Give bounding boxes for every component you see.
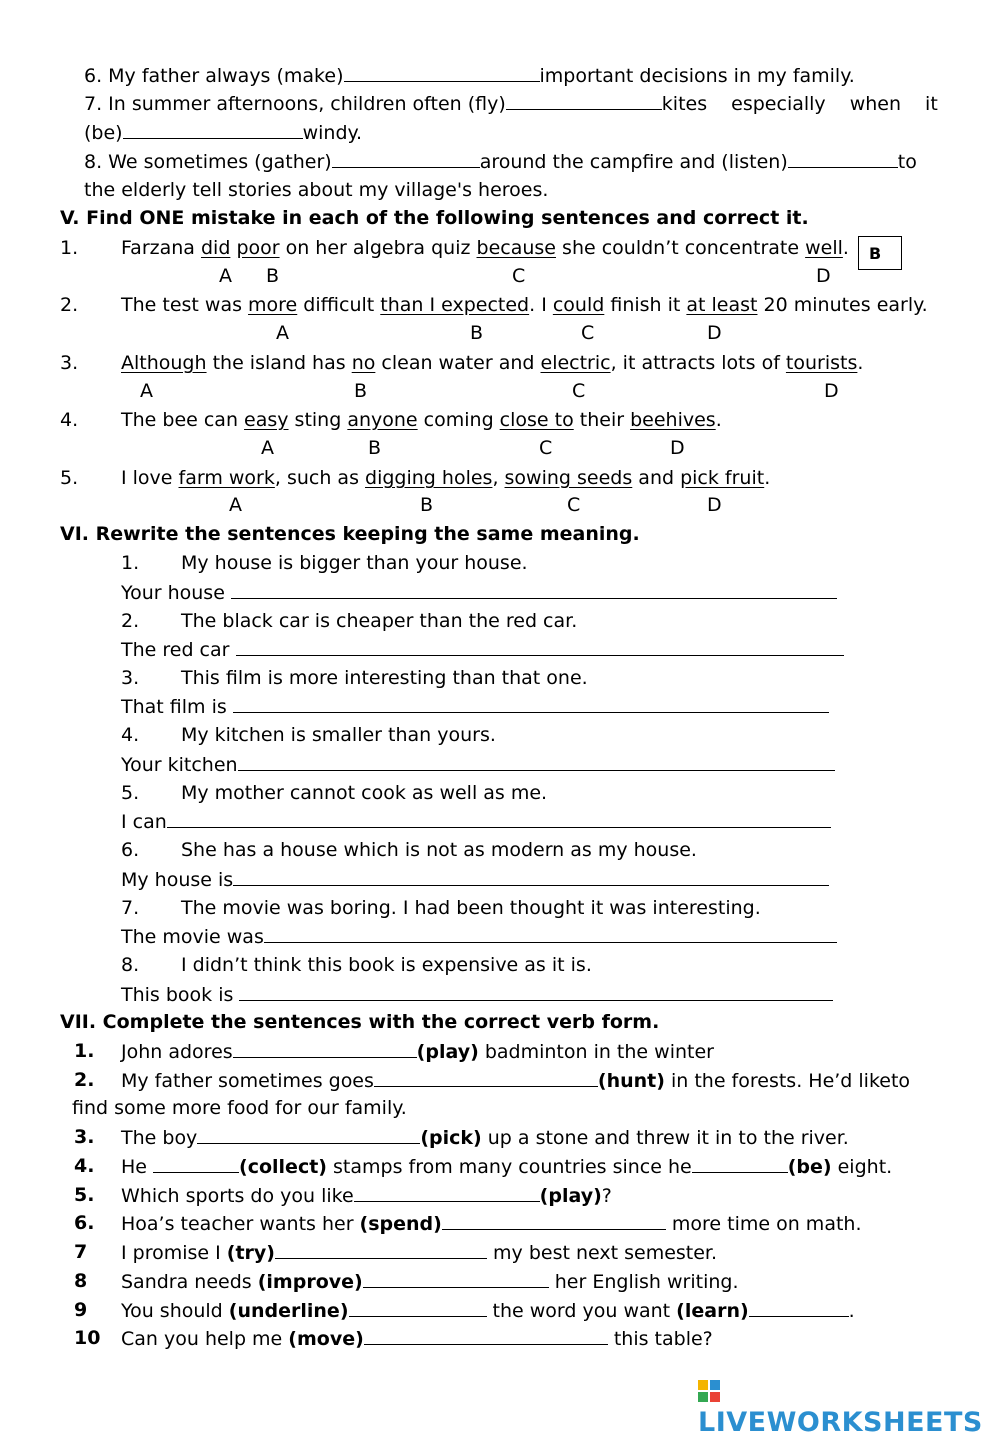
mistake-sentence-3: Although the island has no clean water and electric, it attracts lots of tourists.: [121, 352, 864, 374]
q4-8: 8. We sometimes (gather) around the campfire and (listen) to: [84, 151, 917, 173]
option-letter-a: A: [261, 437, 274, 459]
item-number: 5.: [60, 467, 79, 489]
rewrite-answer-5: I can: [121, 809, 831, 834]
verb-item-2: My father sometimes goes (hunt) in the forests. He’d liketo: [121, 1070, 911, 1092]
item-number: 1.: [121, 552, 140, 574]
answer-blank[interactable]: [238, 752, 835, 771]
answer-blank[interactable]: [788, 149, 898, 168]
q4-7: 7. In summer afternoons, children often (fly) kites especially when it: [84, 93, 938, 115]
verb-item-8: Sandra needs (improve) her English writing.: [121, 1271, 739, 1293]
answer-blank[interactable]: [332, 149, 480, 168]
item-number: 10: [74, 1327, 101, 1349]
item-number: 9: [74, 1299, 88, 1321]
verb-item-9: You should (underline) the word you want (learn) .: [121, 1300, 855, 1322]
verb-item-7: I promise I (try) my best next semester.: [121, 1242, 718, 1264]
answer-blank[interactable]: [506, 91, 662, 110]
option-letter-c: C: [567, 494, 581, 516]
item-number: 8: [74, 1270, 88, 1292]
answer-blank[interactable]: [233, 1039, 417, 1058]
option-letter-c: C: [581, 322, 595, 344]
verb-item-10: Can you help me (move) this table?: [121, 1328, 713, 1350]
verb-item-4: He (collect) stamps from many countries since he (be) eight.: [121, 1156, 893, 1178]
option-letter-b: B: [470, 322, 484, 344]
answer-blank[interactable]: [442, 1211, 666, 1230]
answer-blank[interactable]: [692, 1154, 788, 1173]
mistake-sentence-1: Farzana did poor on her algebra quiz because she couldn’t concentrate well.: [121, 237, 849, 259]
answer-blank[interactable]: [233, 867, 829, 886]
rewrite-sentence-6: She has a house which is not as modern as my house.: [181, 839, 697, 861]
item-number: 3.: [60, 352, 79, 374]
rewrite-answer-2: The red car: [121, 637, 844, 662]
q4-7-line2: (be) windy.: [84, 122, 363, 144]
rewrite-answer-4: Your kitchen: [121, 752, 835, 777]
answer-blank[interactable]: [167, 809, 831, 828]
option-letter-a: A: [229, 494, 242, 516]
rewrite-answer-8: This book is: [121, 982, 833, 1007]
item-number: 5.: [74, 1184, 95, 1206]
answer-blank[interactable]: [123, 120, 303, 139]
answer-blank[interactable]: [239, 982, 833, 1001]
option-letter-a: A: [140, 380, 153, 402]
item-number: 2.: [60, 294, 79, 316]
item-number: 4.: [60, 409, 79, 431]
verb-item-3: The boy (pick) up a stone and threw it in to the river.: [121, 1127, 849, 1149]
answer-blank[interactable]: [233, 694, 829, 713]
answer-blank[interactable]: [344, 63, 540, 82]
section-heading-vii: VII. Complete the sentences with the correct verb form.: [60, 1011, 660, 1033]
verb-item-5: Which sports do you like (play)?: [121, 1185, 612, 1207]
rewrite-sentence-5: My mother cannot cook as well as me.: [181, 782, 548, 804]
section-heading-vi: VI. Rewrite the sentences keeping the same meaning.: [60, 523, 640, 545]
verb-item-1: John adores (play) badminton in the winter: [121, 1041, 714, 1063]
option-letter-c: C: [572, 380, 586, 402]
answer-blank[interactable]: [197, 1125, 420, 1144]
liveworksheets-logo: LIVEWORKSHEETS: [698, 1376, 1000, 1438]
option-letter-d: D: [816, 265, 831, 287]
item-number: 2.: [121, 610, 140, 632]
item-number: 4.: [121, 724, 140, 746]
rewrite-sentence-4: My kitchen is smaller than yours.: [181, 724, 496, 746]
option-letter-b: B: [266, 265, 280, 287]
answer-blank[interactable]: [264, 924, 837, 943]
section-heading-v: V. Find ONE mistake in each of the following sentences and correct it.: [60, 207, 809, 229]
liveworksheets-icon: [698, 1380, 720, 1402]
item-number: 7.: [121, 897, 140, 919]
q4-8-line2: the elderly tell stories about my village's heroes.: [84, 179, 549, 201]
rewrite-sentence-8: I didn’t think this book is expensive as it is.: [181, 954, 592, 976]
mistake-sentence-2: The test was more difficult than I expected. I could finish it at least 20 minutes early.: [121, 294, 928, 316]
option-letter-c: C: [512, 265, 526, 287]
option-letter-b: B: [354, 380, 368, 402]
mistake-sentence-4: The bee can easy sting anyone coming close to their beehives.: [121, 409, 722, 431]
mistake-sentence-5: I love farm work, such as digging holes, sowing seeds and pick fruit.: [121, 467, 771, 489]
item-number: 7: [74, 1241, 88, 1263]
option-letter-d: D: [670, 437, 685, 459]
option-letter-d: D: [824, 380, 839, 402]
rewrite-answer-3: That film is: [121, 694, 829, 719]
option-letter-d: D: [707, 322, 722, 344]
answer-blank[interactable]: [364, 1326, 608, 1345]
option-letter-b: B: [420, 494, 434, 516]
verb-item-2-line2: find some more food for our family.: [72, 1097, 407, 1119]
item-number: 3.: [121, 667, 140, 689]
rewrite-answer-7: The movie was: [121, 924, 837, 949]
answer-blank[interactable]: [749, 1298, 849, 1317]
rewrite-answer-1: Your house: [121, 580, 837, 605]
item-number: 8.: [121, 954, 140, 976]
item-number: 4.: [74, 1155, 95, 1177]
item-number: 5.: [121, 782, 140, 804]
rewrite-sentence-2: The black car is cheaper than the red car.: [181, 610, 578, 632]
rewrite-sentence-7: The movie was boring. I had been thought it was interesting.: [181, 897, 761, 919]
answer-blank[interactable]: [354, 1183, 540, 1202]
answer-blank[interactable]: [374, 1068, 598, 1087]
answer-blank[interactable]: [363, 1269, 549, 1288]
item-number: 1.: [60, 237, 79, 259]
answer-blank[interactable]: [349, 1298, 487, 1317]
option-letter-a: A: [219, 265, 232, 287]
rewrite-answer-6: My house is: [121, 867, 829, 892]
item-number: 6.: [74, 1212, 95, 1234]
answer-blank[interactable]: [153, 1154, 239, 1173]
answer-blank[interactable]: [236, 637, 844, 656]
option-letter-a: A: [276, 322, 289, 344]
rewrite-sentence-3: This film is more interesting than that one.: [181, 667, 588, 689]
item-number: 2.: [74, 1069, 95, 1091]
item-number: 3.: [74, 1126, 95, 1148]
option-letter-b: B: [368, 437, 382, 459]
verb-item-6: Hoa’s teacher wants her (spend) more time on math.: [121, 1213, 862, 1235]
item-number: 6.: [121, 839, 140, 861]
rewrite-sentence-1: My house is bigger than your house.: [181, 552, 528, 574]
option-letter-d: D: [707, 494, 722, 516]
option-letter-c: C: [539, 437, 553, 459]
q4-6: 6. My father always (make) important decisions in my family.: [84, 65, 855, 87]
answer-blank[interactable]: [231, 580, 837, 599]
answer-box[interactable]: B: [858, 236, 902, 270]
answer-blank[interactable]: [275, 1240, 487, 1259]
item-number: 1.: [74, 1040, 95, 1062]
